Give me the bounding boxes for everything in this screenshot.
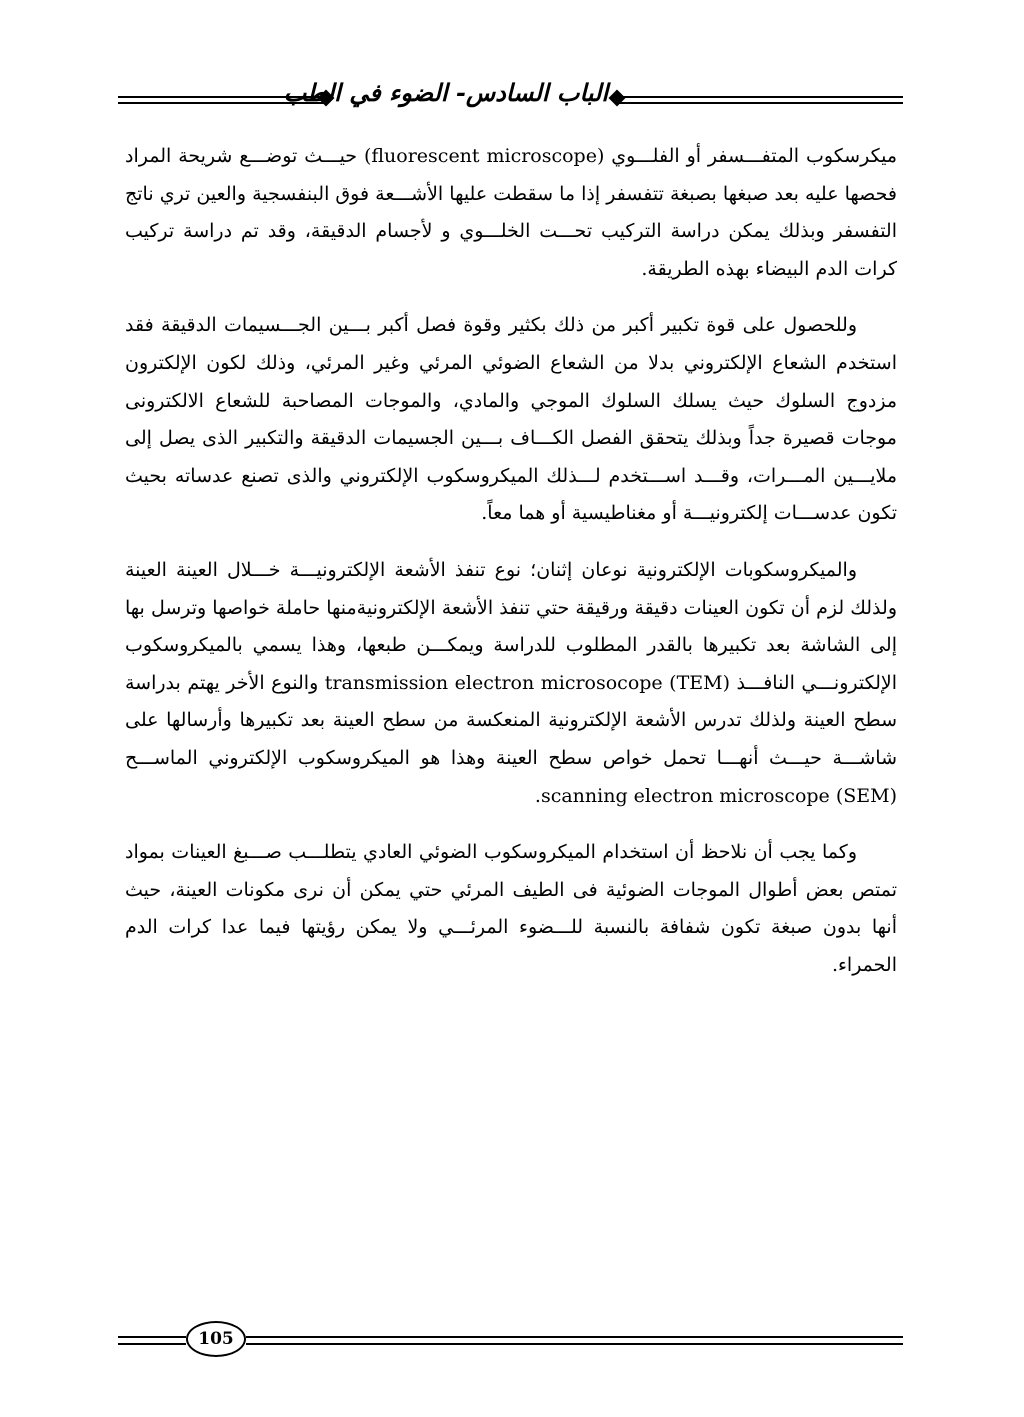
paragraph-staining: وكما يجب أن نلاحظ أن استخدام الميكروسكوب الضوئي العادي يتطلـــب صـــبغ العينات بمواد تمتص بعض أطوال الموجات الضوئية فى الطيف المرئي حتي يمكن أن نرى مكونات العينة، حيث أنها بدون صبغة تكون شفافة بالنسبة للـــضوء المرئـــي ولا يمكن رؤيتها فيما عدا كرات الدم الحمراء. [125, 841, 897, 976]
page-header [118, 72, 903, 132]
header-rule-right-lower [618, 102, 903, 104]
footer-rule-left [118, 1336, 186, 1338]
footer-rule-left-lower [118, 1343, 186, 1345]
footer-rule-right [246, 1336, 903, 1338]
page-footer [118, 1316, 903, 1366]
paragraph-microscope-types: والميكروسكوبات الإلكترونية نوعان إثنان؛ نوع تنفذ الأشعة الإلكترونيـــة خـــلال العينة العينة ولذلك لزم أن تكون العينات دقيقة ورقيقة حتي تنفذ الأشعة الإلكترونيةمنها حاملة خواصها وترسل بها إلى الشاشة بعد تكبيرها بالقدر المطلوب للدراسة ويمكـــن طبعها، وهذا يسمي بالميكروسكوب الإلكترونـــي النافـــذ transmission electron microsocope (TEM) والنوع الأخر يهتم بدراسة سطح العينة ولذلك تدرس الأشعة الإلكترونية المنعكسة من سطح العينة بعد تكبيرها وأرسالها على شاشـــة حيـــث أنهـــا تحمل خواص سطح العينة وهذا هو الميكروسكوب الإلكتروني الماســـح scanning electron microscope (SEM). [125, 558, 897, 807]
page-number: 105 [186, 1321, 246, 1357]
header-rule-right [618, 96, 903, 98]
footer-rule-right-lower [246, 1343, 903, 1345]
chapter-title: الباب السادس- الضوء في الطب [283, 78, 608, 107]
body-text [125, 138, 897, 1003]
paragraph-electron-beam: وللحصول على قوة تكبير أكبر من ذلك بكثير وقوة فصل أكبر بـــين الجـــسيمات الدقيقة فقد استخدم الشعاع الإلكتروني بدلا من الشعاع الضوئي المرئي وغير المرئي، وذلك لكون الإلكترون مزدوج السلوك حيث يسلك السلوك الموجي والمادي، والموجات المصاحبة للشعاع الالكترونى موجات قصيرة جداً وبذلك يتحقق الفصل الكـــاف بـــين الجسيمات الدقيقة والتكبير الذى يصل إلى ملايـــين المـــرات، وقـــد اســـتخدم لـــذلك الميكروسكوب الإلكتروني والذى تصنع عدساته بحيث تكون عدســـات إلكترونيـــة أو مغناطيسية أو هما معاً. [125, 314, 897, 525]
paragraph-fluorescent-microscope: ميكرسكوب المتفـــسفر أو الفلـــوي (fluorescent microscope) حيـــث توضـــع شريحة المراد فحصها عليه بعد صبغها بصبغة تتفسفر إذا ما سقطت عليها الأشـــعة فوق البنفسجية والعين تري ناتج التفسفر وبذلك يمكن دراسة التركيب تحـــت الخلـــوي و لأجسام الدقيقة، وقد تم دراسة تركيب كرات الدم البيضاء بهذه الطريقة. [125, 145, 897, 280]
